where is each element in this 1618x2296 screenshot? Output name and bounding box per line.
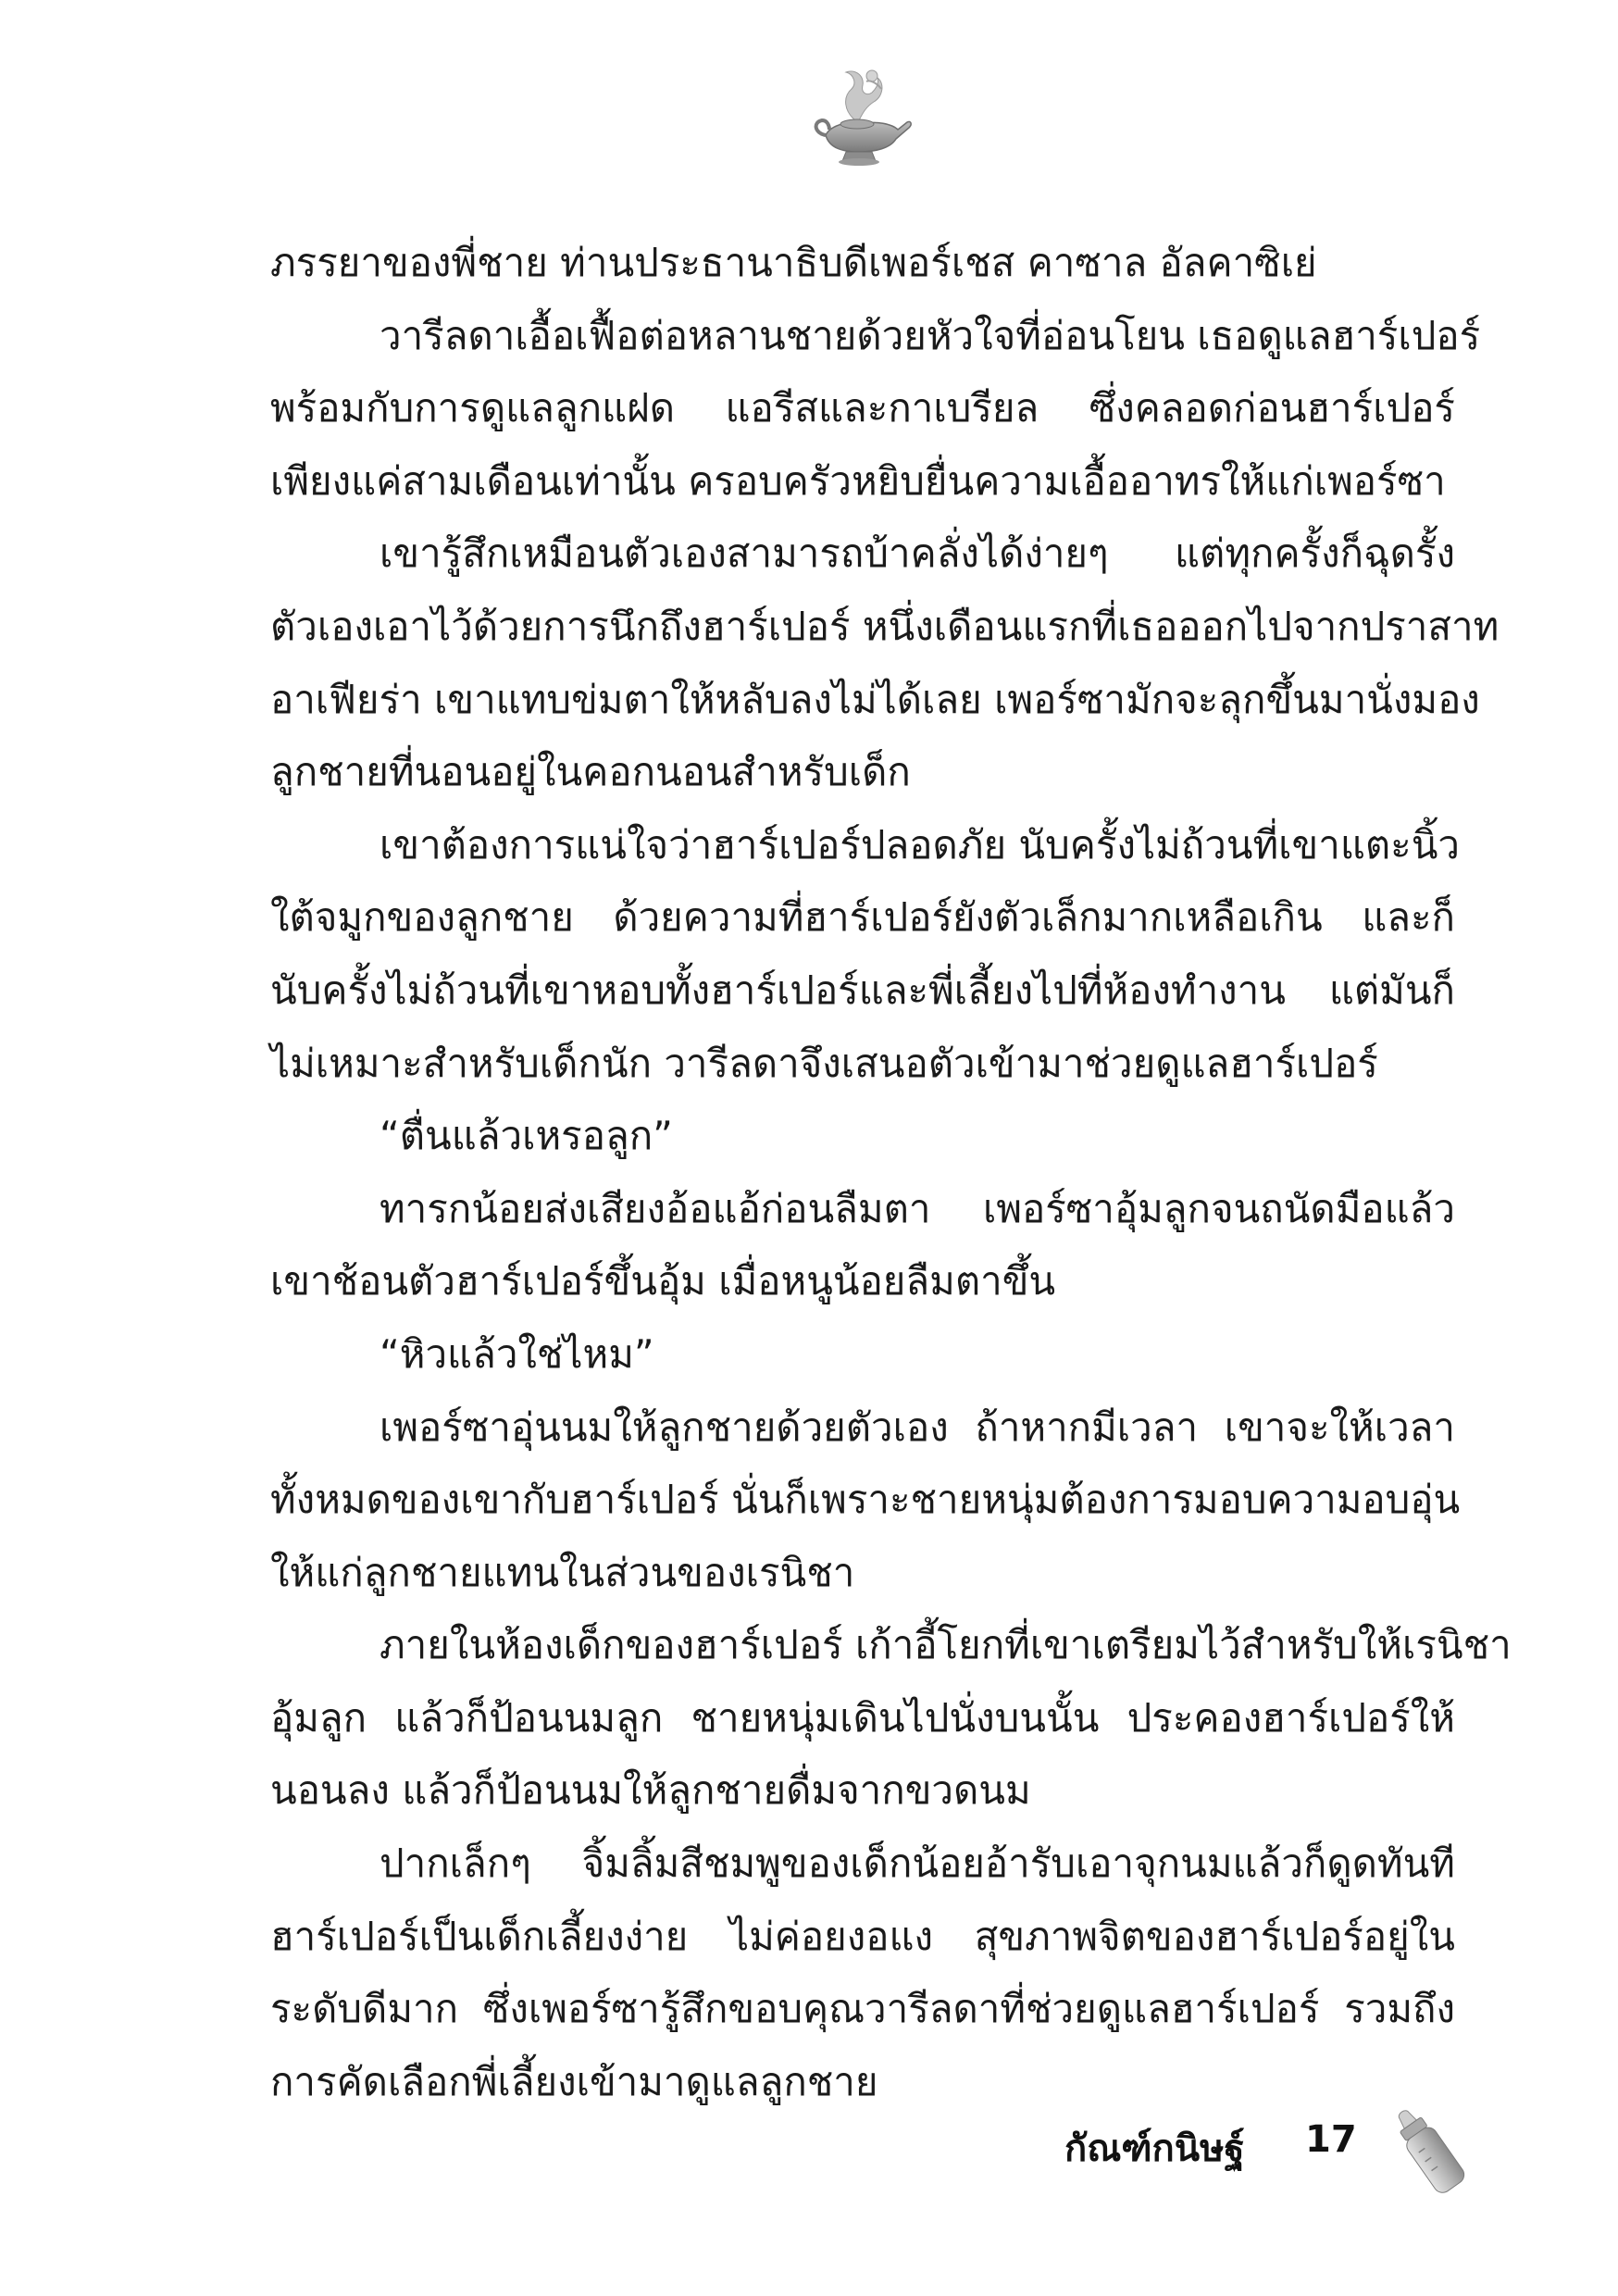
text-line: ภรรยาของพี่ชาย ท่านประธานาธิบดีเพอร์เชส คาซาล อัลคาซิเย่ bbox=[270, 240, 1317, 285]
text-line: ใต้จมูกของลูกชาย ด้วยความที่ฮาร์เปอร์ยังตัวเล็กมากเหลือเกิน และก็ bbox=[270, 894, 1455, 941]
text-line: วารีลดาเอื้อเฟื้อต่อหลานชายด้วยหัวใจที่อ่อนโยน เธอดูแลฮาร์เปอร์ bbox=[380, 312, 1481, 358]
page-footer bbox=[1064, 2102, 1490, 2185]
book-title: กัณฑ์กนิษฐ์ bbox=[1064, 2128, 1245, 2170]
text-line: นับครั้งไม่ถ้วนที่เขาหอบทั้งฮาร์เปอร์และพี่เลี้ยงไปที่ห้องทำงาน แต่มันก็ bbox=[270, 967, 1455, 1013]
text-line: ตัวเองเอาไว้ด้วยการนึกถึงฮาร์เปอร์ หนึ่งเดือนแรกที่เธอออกไปจากปราสาท bbox=[270, 603, 1500, 649]
page-number: 17 bbox=[1305, 2118, 1357, 2161]
text-line: ทารกน้อยส่งเสียงอ้อแอ้ก่อนลืมตา เพอร์ซาอุ้มลูกจนถนัดมือแล้ว bbox=[380, 1185, 1455, 1231]
text-line: ไม่เหมาะสำหรับเด็กนัก วารีลดาจึงเสนอตัวเข้ามาช่วยดูแลฮาร์เปอร์ bbox=[270, 1040, 1378, 1086]
magic-lamp-with-genie-icon bbox=[798, 56, 918, 176]
text-line: อุ้มลูก แล้วก็ป้อนนมลูก ชายหนุ่มเดินไปนั่งบนนั้น ประคองฮาร์เปอร์ให้ bbox=[270, 1694, 1455, 1741]
text-line: “ตื่นแล้วเหรอลูก” bbox=[380, 1113, 673, 1159]
text-line: เขารู้สึกเหมือนตัวเองสามารถบ้าคลั่งได้ง่ายๆ แต่ทุกครั้งก็ฉุดรั้ง bbox=[380, 530, 1455, 577]
text-line: เพียงแค่สามเดือนเท่านั้น ครอบครัวหยิบยื่นความเอื้ออาทรให้แก่เพอร์ซา bbox=[270, 457, 1446, 504]
text-line: “หิวแล้วใช่ไหม” bbox=[380, 1330, 654, 1377]
text-line: ระดับดีมาก ซึ่งเพอร์ซารู้สึกขอบคุณวารีลดาที่ช่วยดูแลฮาร์เปอร์ รวมถึง bbox=[270, 1986, 1455, 2032]
text-line: ปากเล็กๆ จิ้มลิ้มสีชมพูของเด็กน้อยอ้ารับเอาจุกนมแล้วก็ดูดทันที bbox=[380, 1841, 1455, 1887]
text-line: เขาต้องการแน่ใจว่าฮาร์เปอร์ปลอดภัย นับครั้งไม่ถ้วนที่เขาแตะนิ้ว bbox=[380, 821, 1461, 867]
text-line: พร้อมกับการดูแลลูกแฝด แอรีสและกาเบรียล ซึ่งคลอดก่อนฮาร์เปอร์ bbox=[270, 385, 1455, 431]
text-line: ลูกชายที่นอนอยู่ในคอกนอนสำหรับเด็ก bbox=[270, 749, 911, 795]
text-line: เพอร์ซาอุ่นนมให้ลูกชายด้วยตัวเอง ถ้าหากมีเวลา เขาจะให้เวลา bbox=[380, 1404, 1455, 1450]
text-line: ให้แก่ลูกชายแทนในส่วนของเรนิชา bbox=[270, 1549, 855, 1595]
text-line: ทั้งหมดของเขากับฮาร์เปอร์ นั่นก็เพราะชายหนุ่มต้องการมอบความอบอุ่น bbox=[270, 1477, 1461, 1523]
text-line: ฮาร์เปอร์เป็นเด็กเลี้ยงง่าย ไม่ค่อยงอแง สุขภาพจิตของฮาร์เปอร์อยู่ใน bbox=[270, 1913, 1455, 1959]
text-line: อาเฟียร่า เขาแทบข่มตาให้หลับลงไม่ได้เลย เพอร์ซามักจะลุกขึ้นมานั่งมอง bbox=[270, 676, 1480, 722]
body-text bbox=[270, 227, 1512, 2118]
text-line: เขาช้อนตัวฮาร์เปอร์ขึ้นอุ้ม เมื่อหนูน้อยลืมตาขึ้น bbox=[270, 1258, 1056, 1304]
text-line: ภายในห้องเด็กของฮาร์เปอร์ เก้าอี้โยกที่เขาเตรียมไว้สำหรับให้เรนิชา bbox=[380, 1622, 1512, 1668]
baby-bottle-icon bbox=[1384, 2102, 1476, 2203]
text-line: นอนลง แล้วก็ป้อนนมให้ลูกชายดื่มจากขวดนม bbox=[270, 1767, 1031, 1814]
text-line: การคัดเลือกพี่เลี้ยงเข้ามาดูแลลูกชาย bbox=[270, 2058, 878, 2104]
